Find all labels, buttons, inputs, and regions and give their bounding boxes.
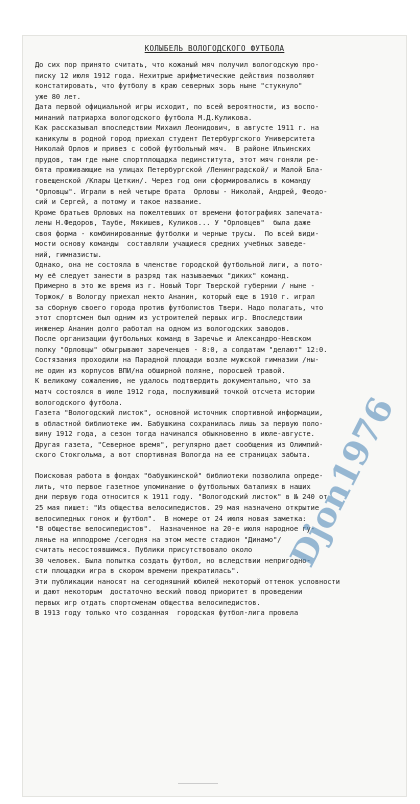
text-line: первых игр отдать спортсменам общества велосипедистов. [35,598,261,607]
text-line: 30 человек. Была попытка создать футбол, но вследствии непригодно- [35,556,311,565]
text-line: каникулы в родной город приехал студент Петербургского Университета [35,134,315,143]
document-page [23,36,406,796]
text-line: бята проживающие на улицах Петербургской /Ленинградской/ и Малой Бла- [35,166,324,175]
text-line: "Орловцы". Играли в ней четыре брата Орловы - Николай, Андрей, Феодо- [35,187,328,196]
text-line: инженер Ананин долго работал на одном из вологодских заводов. [35,324,290,333]
text-line: Как рассказывал впоследствии Михаил Леонидович, в августе 1911 г. на [35,124,320,133]
text-line: писку 12 июля 1912 года. Нехитрые арифметические действия позволяют [35,71,315,80]
text-line: за сборную своего города против футболистов Твери. Надо полагать, что [35,303,324,312]
text-line: вологодского футбола. [35,398,123,407]
text-line: После организации футбольных команд в Заречье и Александро-Невском [35,335,311,344]
text-line: говещенской /Клары Цеткин/. Через год они сформировались в команду [35,177,311,186]
text-line: считать несостоявшимся. Публики присутствовало около [35,546,253,555]
text-line: Дата первой официальной игры исходит, по всей вероятности, из воспо- [35,103,320,112]
text-line: лянье на ипподроме /сегодня на этом месте стадион "Динамо"/ [35,535,282,544]
text-line: дни первую года относится к 1911 году. "Вологодский листок" в № 240 от [35,493,328,502]
text-line: ского Стокгольма, а вот спортивная Вологда на ее страницах забыта. [35,451,311,460]
text-line: своя форма - комбинированные футболки и черные трусы. По всей види- [35,229,320,238]
paragraph-gap [35,461,400,472]
text-line: сий и Сергей, а потому и такое название. [35,198,203,207]
text-line: этот спортсмен был одним из устроителей первых игр. Впоследствии [35,314,303,323]
text-line: лить, что первое газетное упоминание о футбольных баталиях в наших [35,482,311,491]
page-footer-rule [178,783,218,790]
text-line: минаний патриарха вологодского футбола М.Д.Куликова. [35,113,253,122]
text-line: в областной библиотеке им. Бабушкина сохранилась лишь за первую поло- [35,419,324,428]
text-line: Поисковая работа в фондах "бабушкинской" библиотеки позволила опреде- [35,472,324,481]
document-body [35,60,403,619]
text-line: Николай Орлов и привез с собой футбольный мяч. В районе Ильинских [35,145,311,154]
text-line: констатировать, что футболу в краю северных зорь ныне "стукнуло" [35,82,303,91]
text-line: Эти публикации наносят на сегодняшний юбилей некоторый оттенок условности [35,577,340,586]
text-line: ний, гимназисты. [35,250,102,259]
text-line: Состязания проходили на Парадной площади возле мужской гимназии /ны- [35,356,320,365]
text-line: До сих пор принято считать, что кожаный мяч получил вологодскую про- [35,61,320,69]
text-line: и дают некоторым достаточно веский повод приоритет в проведении [35,588,303,597]
document-title: КОЛЫБЕЛЬ ВОЛОГОДСКОГО ФУТБОЛА [144,44,285,53]
text-line: Другая газета, "Северное время", регулярно дает сообщения из Олимпий- [35,440,324,449]
text-line: Газета "Вологодский листок", основной источник спортивной информации, [35,409,324,418]
text-line: "В обществе велосипедистов". Назначенное на 20-е июля народное гу- [35,525,315,534]
text-line: прудов, там где ныне спортплощадка пединститута, этот мяч гоняли ре- [35,155,320,164]
text-line: Торжок/ в Вологду приехал некто Ананин, который еще в 1910 г. играл [35,293,315,302]
text-line: К великому сожалению, не удалось подтвердить документально, что за [35,377,311,386]
watermark-text: Djon1976 [283,391,403,574]
text-line: вину 1912 года, а сезон тогда начинался обыкновенно в июле-августе. [35,430,315,439]
text-line: лены Н.Федоров, Таубе, Мякишев, Куликов... У "Орловцев" была даже [35,219,311,228]
text-line: сти площадки игра в скором времени прекратилась". [35,567,240,576]
text-line: Однако, она не состояла в членстве городской футбольной лиги, а пото- [35,261,324,270]
text-line: му её следует занести в разряд так называемых "диких" команд. [35,271,290,280]
text-line: Примерно в это же время из г. Новый Торг Тверской губернии / ныне - [35,282,315,291]
text-line: матч состоялся в июле 1912 года, послуживший точкой отсчета истории [35,387,315,396]
text-line: В 1913 году только что созданная городская футбол-лига провела [35,609,299,618]
text-line: 25 мая пишет: "Из общества велосипедистов. 29 мая назначено открытие [35,503,320,512]
text-line: Кроме братьев Орловых на пожелтевших от времени фотографиях запечата- [35,208,324,217]
text-line: полку "Орловцы" обыгрывают зареченцев - 8:0, а солдатам "делают" 12:0. [35,345,328,354]
text-line: велосипедных гонок и футбол". В номере от 24 июля новая заметка: [35,514,307,523]
text-line: не один из корпусов ВПИ/на обширной поляне, поросшей травой. [35,366,286,375]
text-line: уже 80 лет. [35,92,81,101]
text-line: мости основу команды составляли учащиеся средних учебных заведе- [35,240,307,249]
